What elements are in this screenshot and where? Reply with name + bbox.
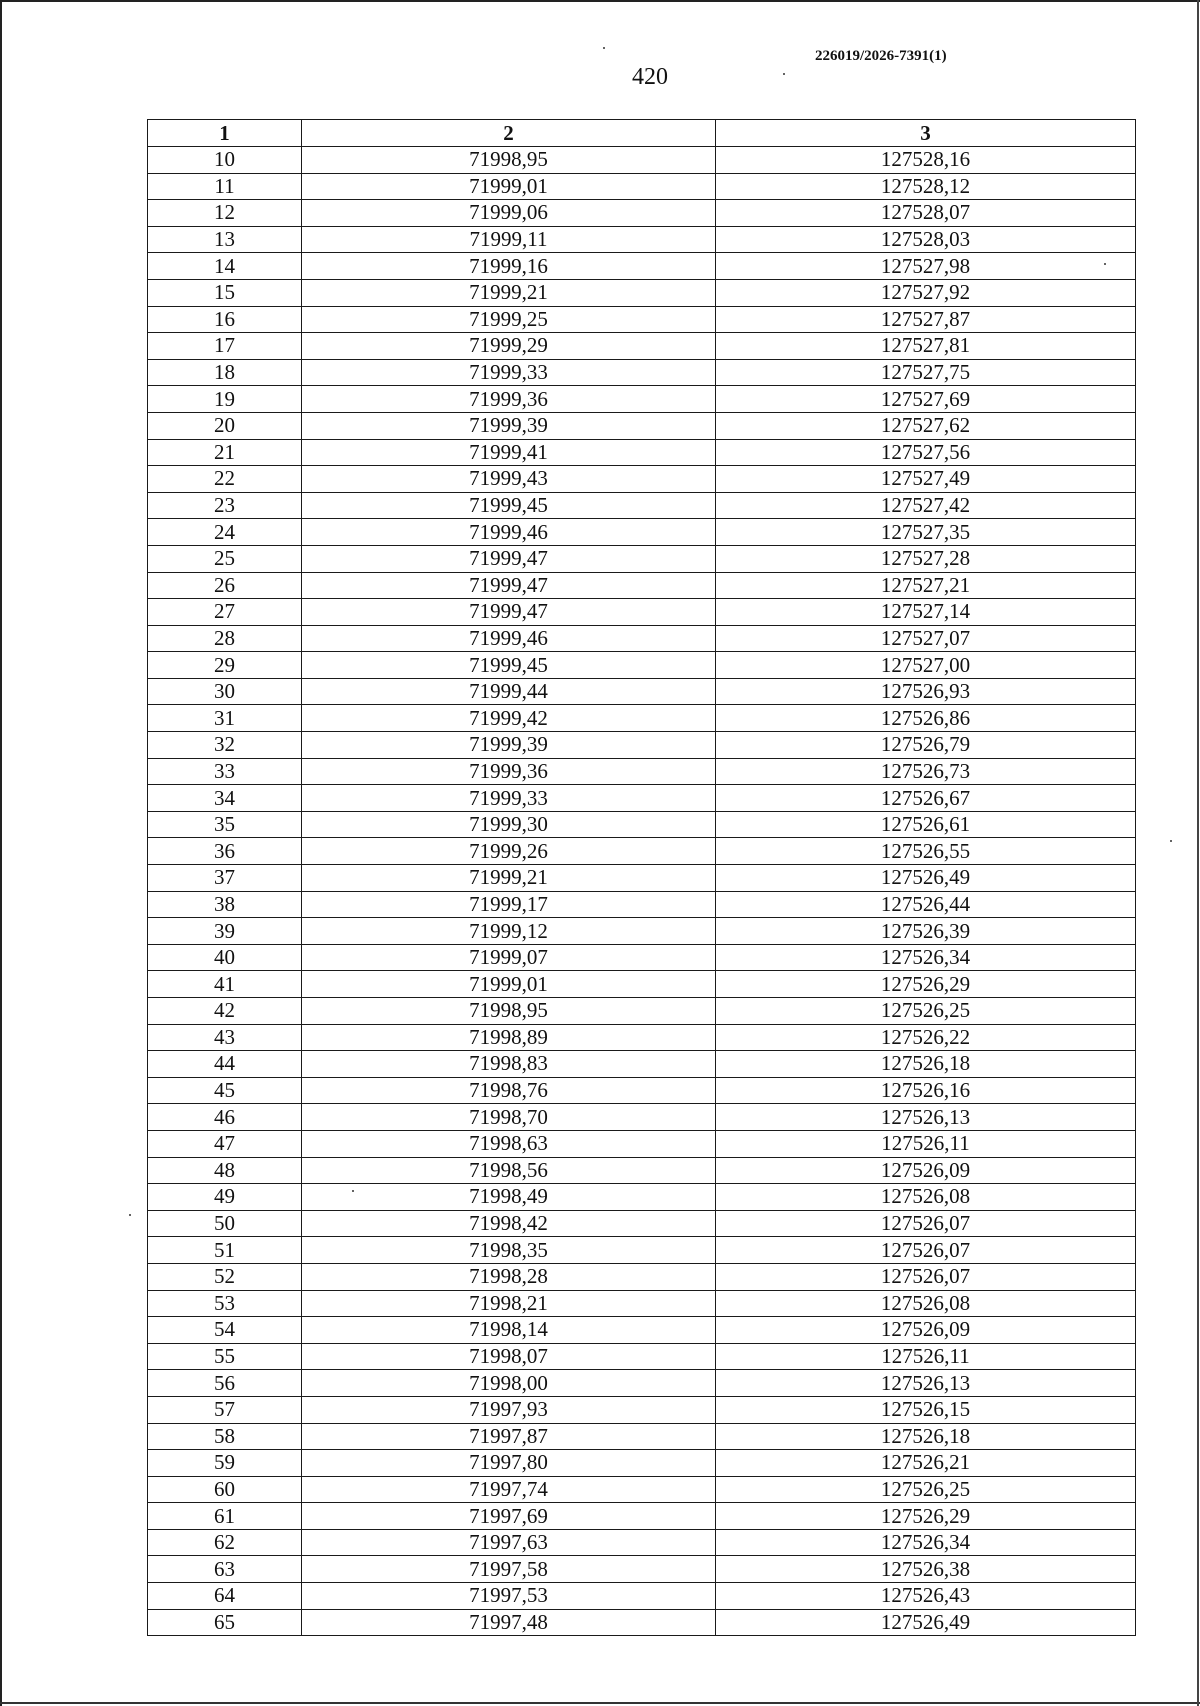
- point-number-cell: 62: [148, 1529, 302, 1556]
- table-row: [148, 705, 1136, 732]
- point-number-cell: 11: [148, 173, 302, 200]
- table-row: [148, 1237, 1136, 1264]
- point-number-cell: 58: [148, 1423, 302, 1450]
- x-coordinate-cell: 71997,74: [302, 1476, 716, 1503]
- x-coordinate-cell: 71999,01: [302, 173, 716, 200]
- x-coordinate-cell: 71998,28: [302, 1263, 716, 1290]
- table-row: [148, 865, 1136, 892]
- table-row: [148, 1051, 1136, 1078]
- y-coordinate-cell: 127526,44: [716, 891, 1136, 918]
- point-number-cell: 13: [148, 226, 302, 253]
- y-coordinate-cell: 127527,35: [716, 519, 1136, 546]
- table-row: [148, 1210, 1136, 1237]
- x-coordinate-cell: 71998,49: [302, 1184, 716, 1211]
- x-coordinate-cell: 71998,70: [302, 1104, 716, 1131]
- y-coordinate-cell: 127526,09: [716, 1157, 1136, 1184]
- x-coordinate-cell: 71997,53: [302, 1583, 716, 1610]
- y-coordinate-cell: 127527,62: [716, 412, 1136, 439]
- table-row: [148, 678, 1136, 705]
- x-coordinate-cell: 71999,45: [302, 652, 716, 679]
- x-coordinate-cell: 71998,95: [302, 147, 716, 174]
- x-coordinate-cell: 71997,69: [302, 1503, 716, 1530]
- table-row: [148, 1130, 1136, 1157]
- x-coordinate-cell: 71999,47: [302, 572, 716, 599]
- x-coordinate-cell: 71999,39: [302, 412, 716, 439]
- table-row: [148, 359, 1136, 386]
- table-row: [148, 785, 1136, 812]
- y-coordinate-cell: 127526,07: [716, 1237, 1136, 1264]
- y-coordinate-cell: 127526,67: [716, 785, 1136, 812]
- table-row: [148, 1583, 1136, 1610]
- x-coordinate-cell: 71999,07: [302, 944, 716, 971]
- y-coordinate-cell: 127526,18: [716, 1423, 1136, 1450]
- scan-border-bottom: [0, 1702, 1200, 1704]
- point-number-cell: 22: [148, 466, 302, 493]
- point-number-cell: 27: [148, 599, 302, 626]
- y-coordinate-cell: 127526,08: [716, 1290, 1136, 1317]
- point-number-cell: 31: [148, 705, 302, 732]
- x-coordinate-cell: 71997,93: [302, 1396, 716, 1423]
- table-row: [148, 971, 1136, 998]
- point-number-cell: 64: [148, 1583, 302, 1610]
- y-coordinate-cell: 127526,25: [716, 998, 1136, 1025]
- page-number: 420: [632, 64, 668, 90]
- y-coordinate-cell: 127526,16: [716, 1077, 1136, 1104]
- y-coordinate-cell: 127526,61: [716, 811, 1136, 838]
- table-row: [148, 147, 1136, 174]
- scan-speck: [603, 47, 605, 49]
- point-number-cell: 40: [148, 944, 302, 971]
- y-coordinate-cell: 127526,49: [716, 1609, 1136, 1636]
- scan-border-right: [1197, 0, 1199, 1706]
- y-coordinate-cell: 127526,09: [716, 1317, 1136, 1344]
- y-coordinate-cell: 127527,14: [716, 599, 1136, 626]
- table-row: [148, 1396, 1136, 1423]
- point-number-cell: 46: [148, 1104, 302, 1131]
- y-coordinate-cell: 127526,86: [716, 705, 1136, 732]
- table-row: [148, 466, 1136, 493]
- table-row: [148, 599, 1136, 626]
- point-number-cell: 56: [148, 1370, 302, 1397]
- table-row: [148, 758, 1136, 785]
- point-number-cell: 16: [148, 306, 302, 333]
- table-row: [148, 572, 1136, 599]
- x-coordinate-cell: 71999,43: [302, 466, 716, 493]
- table-row: [148, 253, 1136, 280]
- point-number-cell: 54: [148, 1317, 302, 1344]
- point-number-cell: 23: [148, 492, 302, 519]
- point-number-cell: 24: [148, 519, 302, 546]
- scan-speck: [783, 73, 785, 75]
- coordinates-table: [147, 119, 1136, 1636]
- table-row: [148, 1476, 1136, 1503]
- point-number-cell: 43: [148, 1024, 302, 1051]
- y-coordinate-cell: 127526,08: [716, 1184, 1136, 1211]
- table-header: [148, 120, 1136, 147]
- point-number-cell: 50: [148, 1210, 302, 1237]
- x-coordinate-cell: 71999,16: [302, 253, 716, 280]
- point-number-cell: 25: [148, 545, 302, 572]
- y-coordinate-cell: 127526,22: [716, 1024, 1136, 1051]
- y-coordinate-cell: 127527,98: [716, 253, 1136, 280]
- y-coordinate-cell: 127527,56: [716, 439, 1136, 466]
- table-row: [148, 1290, 1136, 1317]
- x-coordinate-cell: 71998,14: [302, 1317, 716, 1344]
- y-coordinate-cell: 127527,00: [716, 652, 1136, 679]
- point-number-cell: 15: [148, 279, 302, 306]
- y-coordinate-cell: 127526,11: [716, 1130, 1136, 1157]
- x-coordinate-cell: 71997,58: [302, 1556, 716, 1583]
- table-row: [148, 492, 1136, 519]
- table-row: [148, 545, 1136, 572]
- point-number-cell: 36: [148, 838, 302, 865]
- table-row: [148, 1317, 1136, 1344]
- point-number-cell: 47: [148, 1130, 302, 1157]
- table-row: [148, 1263, 1136, 1290]
- point-number-cell: 60: [148, 1476, 302, 1503]
- y-coordinate-cell: 127526,55: [716, 838, 1136, 865]
- point-number-cell: 53: [148, 1290, 302, 1317]
- point-number-cell: 61: [148, 1503, 302, 1530]
- table-row: [148, 1423, 1136, 1450]
- y-coordinate-cell: 127526,93: [716, 678, 1136, 705]
- x-coordinate-cell: 71999,29: [302, 333, 716, 360]
- y-coordinate-cell: 127527,92: [716, 279, 1136, 306]
- y-coordinate-cell: 127526,15: [716, 1396, 1136, 1423]
- x-coordinate-cell: 71999,46: [302, 519, 716, 546]
- x-coordinate-cell: 71999,45: [302, 492, 716, 519]
- x-coordinate-cell: 71999,47: [302, 545, 716, 572]
- x-coordinate-cell: 71998,42: [302, 1210, 716, 1237]
- x-coordinate-cell: 71997,80: [302, 1450, 716, 1477]
- x-coordinate-cell: 71999,06: [302, 200, 716, 227]
- point-number-cell: 10: [148, 147, 302, 174]
- table-row: [148, 1343, 1136, 1370]
- x-coordinate-cell: 71999,26: [302, 838, 716, 865]
- y-coordinate-cell: 127526,79: [716, 732, 1136, 759]
- x-coordinate-cell: 71998,76: [302, 1077, 716, 1104]
- table-row: [148, 439, 1136, 466]
- table-row: [148, 1450, 1136, 1477]
- point-number-cell: 37: [148, 865, 302, 892]
- y-coordinate-cell: 127526,13: [716, 1104, 1136, 1131]
- table-row: [148, 386, 1136, 413]
- x-coordinate-cell: 71999,36: [302, 386, 716, 413]
- y-coordinate-cell: 127526,43: [716, 1583, 1136, 1610]
- y-coordinate-cell: 127526,07: [716, 1210, 1136, 1237]
- table-body: [148, 147, 1136, 1636]
- y-coordinate-cell: 127526,13: [716, 1370, 1136, 1397]
- point-number-cell: 59: [148, 1450, 302, 1477]
- x-coordinate-cell: 71999,47: [302, 599, 716, 626]
- table-row: [148, 838, 1136, 865]
- point-number-cell: 18: [148, 359, 302, 386]
- y-coordinate-cell: 127526,11: [716, 1343, 1136, 1370]
- x-coordinate-cell: 71999,12: [302, 918, 716, 945]
- point-number-cell: 12: [148, 200, 302, 227]
- x-coordinate-cell: 71999,21: [302, 865, 716, 892]
- point-number-cell: 51: [148, 1237, 302, 1264]
- table-header-row: [148, 120, 1136, 147]
- table-row: [148, 998, 1136, 1025]
- y-coordinate-cell: 127528,03: [716, 226, 1136, 253]
- y-coordinate-cell: 127526,34: [716, 944, 1136, 971]
- point-number-cell: 44: [148, 1051, 302, 1078]
- y-coordinate-cell: 127527,87: [716, 306, 1136, 333]
- y-coordinate-cell: 127527,75: [716, 359, 1136, 386]
- point-number-cell: 55: [148, 1343, 302, 1370]
- point-number-cell: 65: [148, 1609, 302, 1636]
- point-number-cell: 26: [148, 572, 302, 599]
- y-coordinate-cell: 127527,49: [716, 466, 1136, 493]
- y-coordinate-cell: 127526,07: [716, 1263, 1136, 1290]
- y-coordinate-cell: 127527,42: [716, 492, 1136, 519]
- x-coordinate-cell: 71999,11: [302, 226, 716, 253]
- point-number-cell: 21: [148, 439, 302, 466]
- x-coordinate-cell: 71999,33: [302, 785, 716, 812]
- y-coordinate-cell: 127528,07: [716, 200, 1136, 227]
- y-coordinate-cell: 127527,07: [716, 625, 1136, 652]
- point-number-cell: 42: [148, 998, 302, 1025]
- x-coordinate-cell: 71998,83: [302, 1051, 716, 1078]
- point-number-cell: 32: [148, 732, 302, 759]
- table-row: [148, 918, 1136, 945]
- x-coordinate-cell: 71998,07: [302, 1343, 716, 1370]
- point-number-cell: 20: [148, 412, 302, 439]
- x-coordinate-cell: 71999,44: [302, 678, 716, 705]
- point-number-cell: 28: [148, 625, 302, 652]
- table-row: [148, 1157, 1136, 1184]
- table-row: [148, 1077, 1136, 1104]
- y-coordinate-cell: 127526,34: [716, 1529, 1136, 1556]
- scan-speck: [129, 1214, 131, 1216]
- x-coordinate-cell: 71999,21: [302, 279, 716, 306]
- table-row: [148, 1184, 1136, 1211]
- scan-speck: [1170, 840, 1172, 842]
- x-coordinate-cell: 71999,39: [302, 732, 716, 759]
- x-coordinate-cell: 71997,48: [302, 1609, 716, 1636]
- table-row: [148, 1024, 1136, 1051]
- point-number-cell: 38: [148, 891, 302, 918]
- table-row: [148, 891, 1136, 918]
- y-coordinate-cell: 127527,69: [716, 386, 1136, 413]
- table-row: [148, 811, 1136, 838]
- scan-border-left: [0, 0, 2, 1706]
- table-row: [148, 1370, 1136, 1397]
- point-number-cell: 39: [148, 918, 302, 945]
- y-coordinate-cell: 127526,39: [716, 918, 1136, 945]
- x-coordinate-cell: 71998,63: [302, 1130, 716, 1157]
- point-number-cell: 49: [148, 1184, 302, 1211]
- document-reference: 226019/2026-7391(1): [815, 48, 947, 64]
- table-row: [148, 173, 1136, 200]
- table-row: [148, 200, 1136, 227]
- x-coordinate-cell: 71999,36: [302, 758, 716, 785]
- table-row: [148, 625, 1136, 652]
- table-row: [148, 1104, 1136, 1131]
- point-number-cell: 17: [148, 333, 302, 360]
- table-row: [148, 412, 1136, 439]
- y-coordinate-cell: 127527,21: [716, 572, 1136, 599]
- scan-border-top: [0, 0, 1200, 2]
- table-row: [148, 333, 1136, 360]
- table-row: [148, 1609, 1136, 1636]
- x-coordinate-cell: 71998,21: [302, 1290, 716, 1317]
- x-coordinate-cell: 71999,17: [302, 891, 716, 918]
- point-number-cell: 35: [148, 811, 302, 838]
- point-number-cell: 29: [148, 652, 302, 679]
- point-number-cell: 57: [148, 1396, 302, 1423]
- x-coordinate-cell: 71997,87: [302, 1423, 716, 1450]
- table-row: [148, 306, 1136, 333]
- point-number-cell: 34: [148, 785, 302, 812]
- x-coordinate-cell: 71998,35: [302, 1237, 716, 1264]
- table-row: [148, 226, 1136, 253]
- point-number-cell: 14: [148, 253, 302, 280]
- y-coordinate-cell: 127526,29: [716, 1503, 1136, 1530]
- table-row: [148, 652, 1136, 679]
- y-coordinate-cell: 127526,21: [716, 1450, 1136, 1477]
- x-coordinate-cell: 71998,00: [302, 1370, 716, 1397]
- point-number-cell: 48: [148, 1157, 302, 1184]
- y-coordinate-cell: 127526,38: [716, 1556, 1136, 1583]
- y-coordinate-cell: 127526,49: [716, 865, 1136, 892]
- column-header-3: 3: [716, 120, 1136, 147]
- point-number-cell: 45: [148, 1077, 302, 1104]
- table-row: [148, 732, 1136, 759]
- table-row: [148, 1556, 1136, 1583]
- point-number-cell: 30: [148, 678, 302, 705]
- y-coordinate-cell: 127527,28: [716, 545, 1136, 572]
- y-coordinate-cell: 127526,29: [716, 971, 1136, 998]
- x-coordinate-cell: 71999,46: [302, 625, 716, 652]
- x-coordinate-cell: 71998,89: [302, 1024, 716, 1051]
- point-number-cell: 33: [148, 758, 302, 785]
- x-coordinate-cell: 71999,41: [302, 439, 716, 466]
- point-number-cell: 52: [148, 1263, 302, 1290]
- y-coordinate-cell: 127526,25: [716, 1476, 1136, 1503]
- point-number-cell: 63: [148, 1556, 302, 1583]
- point-number-cell: 19: [148, 386, 302, 413]
- x-coordinate-cell: 71999,01: [302, 971, 716, 998]
- point-number-cell: 41: [148, 971, 302, 998]
- table-row: [148, 519, 1136, 546]
- table-row: [148, 1503, 1136, 1530]
- x-coordinate-cell: 71998,95: [302, 998, 716, 1025]
- x-coordinate-cell: 71999,42: [302, 705, 716, 732]
- x-coordinate-cell: 71999,33: [302, 359, 716, 386]
- table-row: [148, 279, 1136, 306]
- y-coordinate-cell: 127528,16: [716, 147, 1136, 174]
- x-coordinate-cell: 71997,63: [302, 1529, 716, 1556]
- y-coordinate-cell: 127526,18: [716, 1051, 1136, 1078]
- y-coordinate-cell: 127527,81: [716, 333, 1136, 360]
- table-row: [148, 944, 1136, 971]
- column-header-2: 2: [302, 120, 716, 147]
- column-header-1: 1: [148, 120, 302, 147]
- y-coordinate-cell: 127526,73: [716, 758, 1136, 785]
- table-row: [148, 1529, 1136, 1556]
- x-coordinate-cell: 71998,56: [302, 1157, 716, 1184]
- y-coordinate-cell: 127528,12: [716, 173, 1136, 200]
- x-coordinate-cell: 71999,25: [302, 306, 716, 333]
- x-coordinate-cell: 71999,30: [302, 811, 716, 838]
